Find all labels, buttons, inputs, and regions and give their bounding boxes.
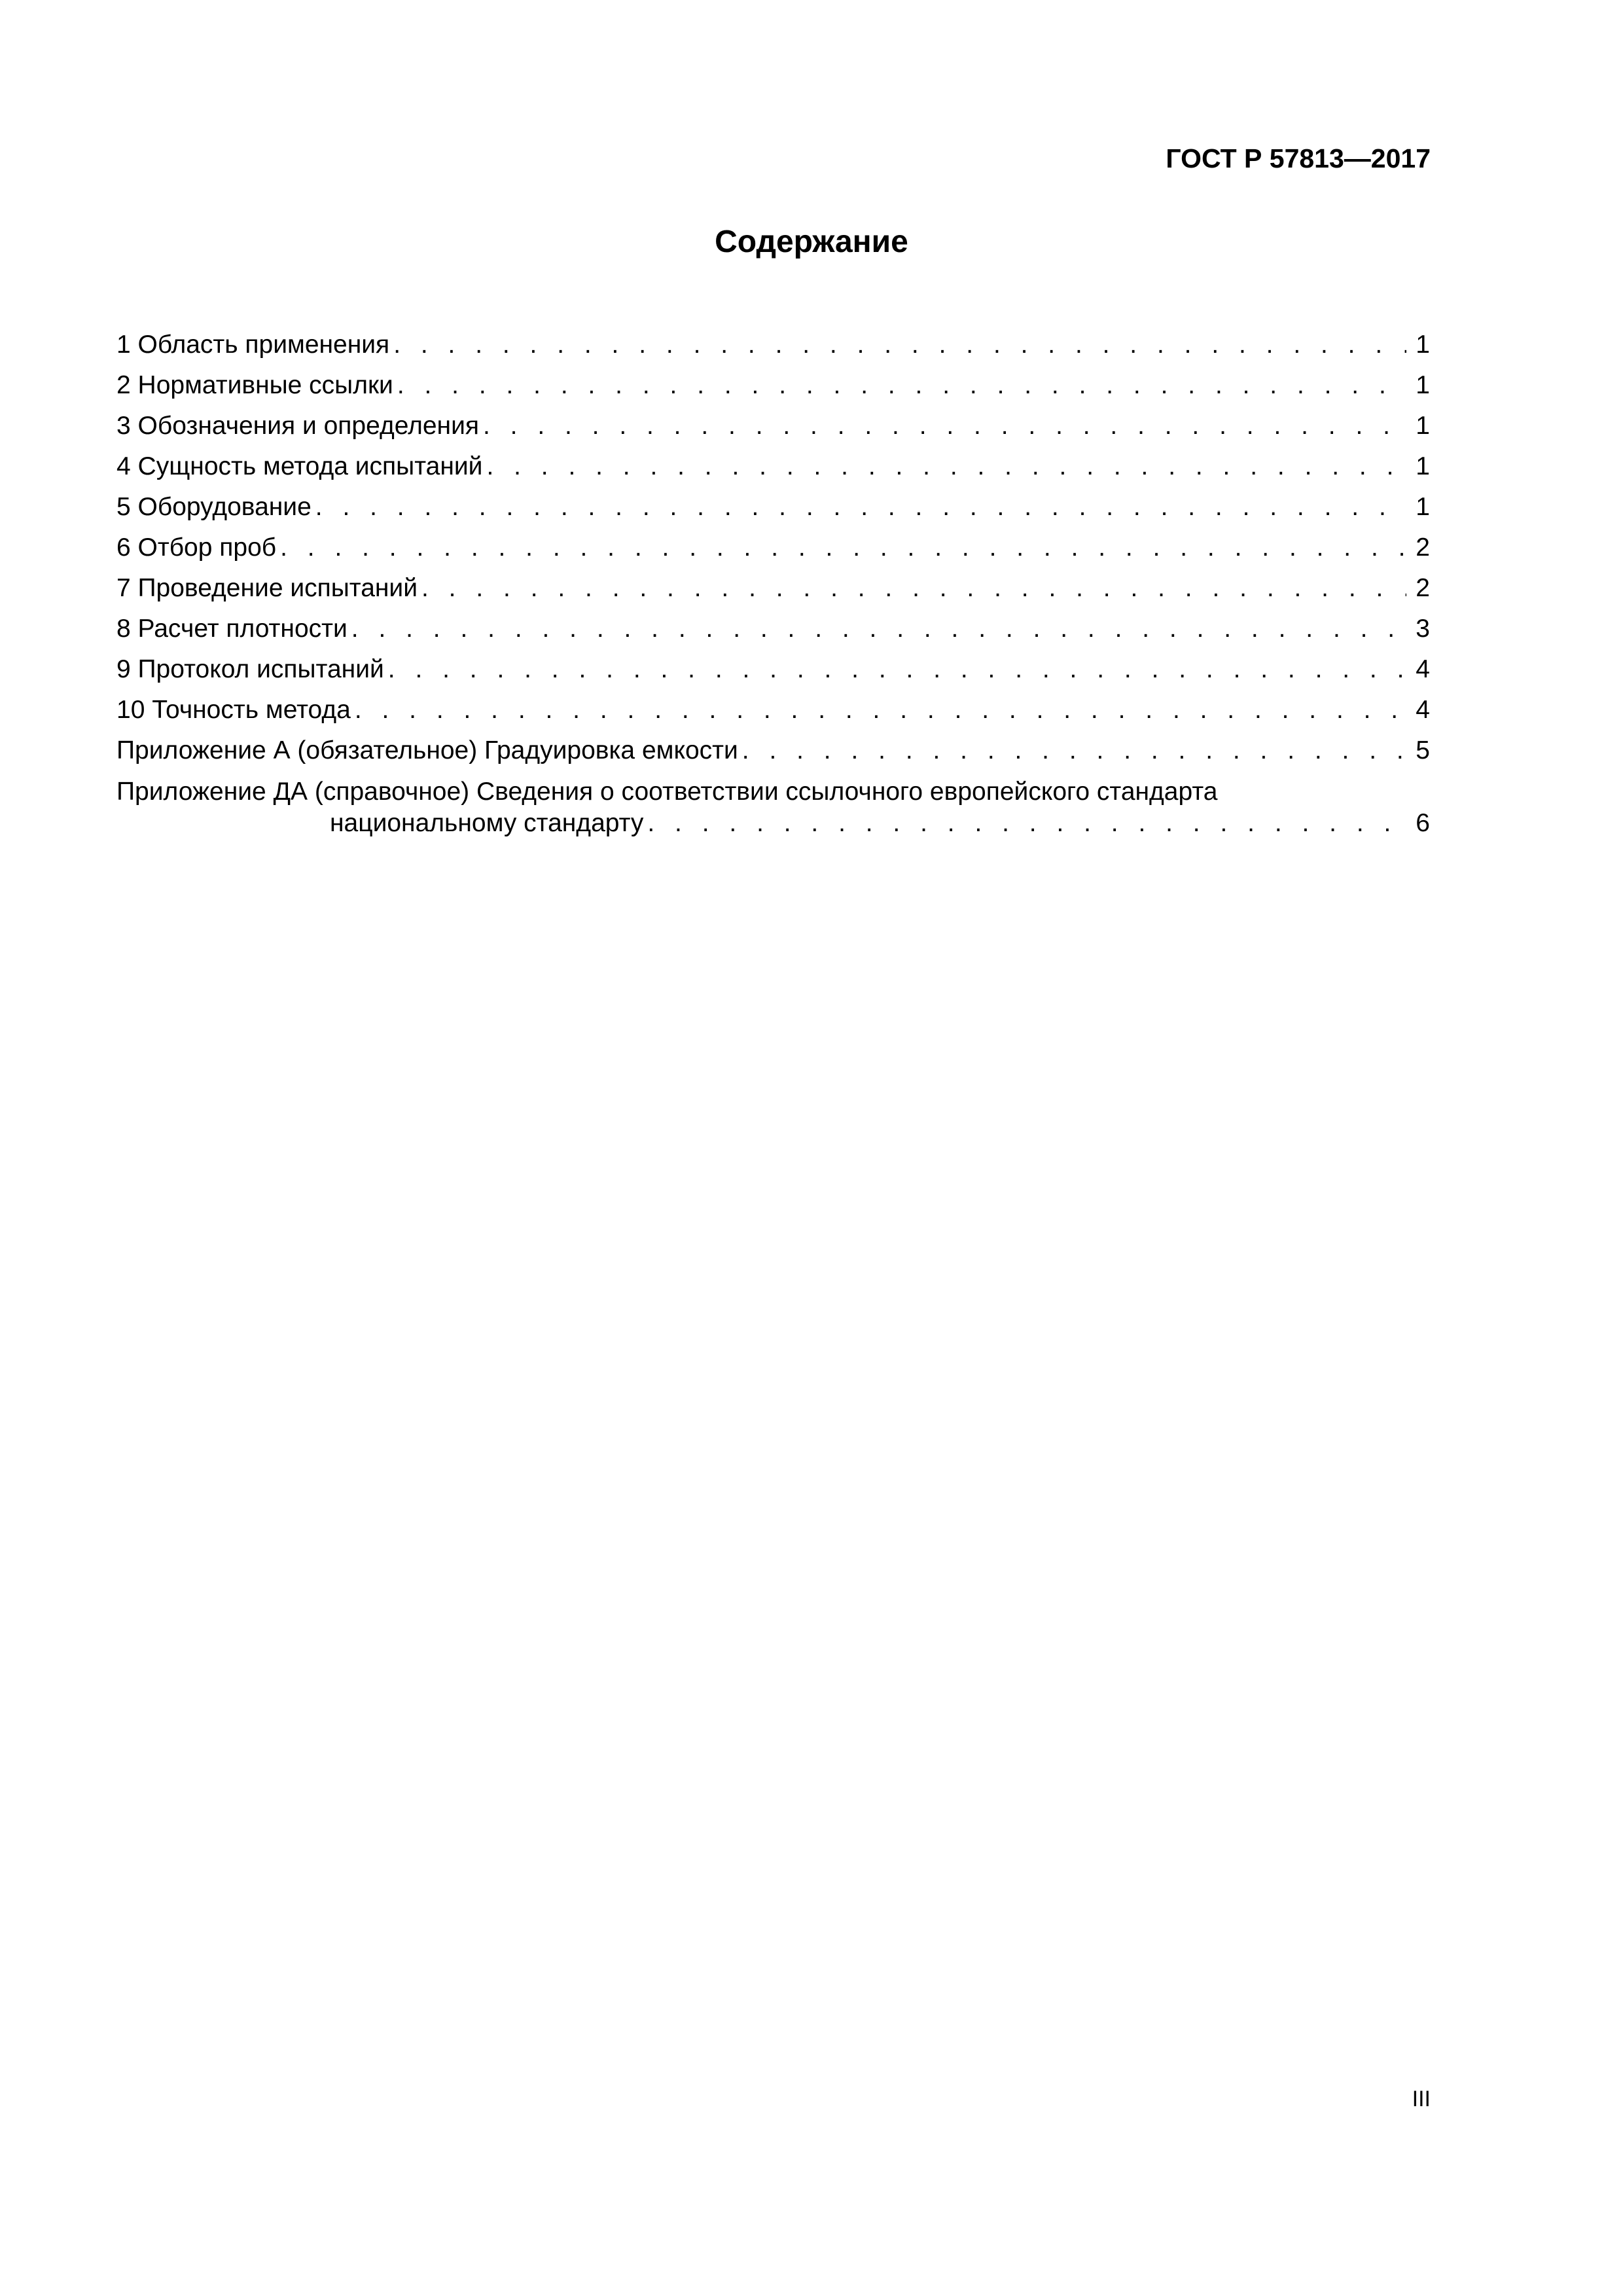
toc-entry-label: 7 Проведение испытаний xyxy=(116,574,418,602)
toc-entry[interactable] xyxy=(116,690,1430,730)
toc-leader-dots xyxy=(388,649,1407,690)
toc-entry[interactable] xyxy=(116,649,1430,690)
toc-entry-label: 1 Область применения xyxy=(116,331,390,359)
toc-entry-page: 5 xyxy=(1416,736,1430,764)
toc-leader-dots xyxy=(393,325,1406,365)
toc-entry-page: 3 xyxy=(1416,615,1430,643)
toc-leader-dots xyxy=(397,365,1406,406)
toc-entry-label: 8 Расчет плотности xyxy=(116,615,348,643)
toc-entry-appendix-da[interactable] xyxy=(116,776,1430,839)
toc-entry-label: 6 Отбор проб xyxy=(116,533,277,562)
toc-entry-label: Приложение ДА (справочное) Сведения о соответствии ссылочного европейского стандарта xyxy=(116,778,1218,806)
document-code: ГОСТ Р 57813—2017 xyxy=(1166,143,1431,173)
toc-entry-page: 6 xyxy=(1416,809,1430,837)
toc-entry-label: 9 Протокол испытаний xyxy=(116,655,384,683)
toc-leader-dots xyxy=(351,609,1407,649)
page-title: Содержание xyxy=(715,224,908,259)
toc-entry[interactable] xyxy=(116,406,1430,446)
toc-entry-page: 1 xyxy=(1416,493,1430,521)
toc-entry[interactable] xyxy=(116,446,1430,487)
toc-entry-label: 2 Нормативные ссылки xyxy=(116,371,393,399)
toc-entry[interactable] xyxy=(116,325,1430,365)
page-number: III xyxy=(1412,2087,1431,2111)
toc-entry[interactable] xyxy=(116,487,1430,528)
toc-leader-dots xyxy=(742,730,1407,771)
toc-entry-page: 2 xyxy=(1416,574,1430,602)
toc-entry-label: 5 Оборудование xyxy=(116,493,312,521)
toc-entry-label-continuation: национальному стандарту xyxy=(330,809,644,837)
toc-entry-page: 1 xyxy=(1416,331,1430,359)
toc-entry[interactable] xyxy=(116,730,1430,771)
toc-entry-page: 1 xyxy=(1416,412,1430,440)
toc-entry-label: Приложение А (обязательное) Градуировка емкости xyxy=(116,736,738,764)
table-of-contents xyxy=(116,325,1430,839)
toc-entry[interactable] xyxy=(116,609,1430,649)
toc-leader-dots xyxy=(647,808,1406,839)
toc-entry-label: 3 Обозначения и определения xyxy=(116,412,479,440)
toc-entry-page: 2 xyxy=(1416,533,1430,562)
toc-leader-dots xyxy=(483,406,1406,446)
toc-leader-dots xyxy=(315,487,1407,528)
toc-entry-label: 4 Сущность метода испытаний xyxy=(116,452,483,480)
toc-entry[interactable] xyxy=(116,365,1430,406)
toc-entry-page: 1 xyxy=(1416,371,1430,399)
toc-entry-page: 4 xyxy=(1416,696,1430,724)
toc-entry[interactable] xyxy=(116,568,1430,609)
toc-entry-label: 10 Точность метода xyxy=(116,696,351,724)
toc-leader-dots xyxy=(355,690,1406,730)
toc-entry-page: 4 xyxy=(1416,655,1430,683)
toc-leader-dots xyxy=(280,528,1406,568)
toc-leader-dots xyxy=(486,446,1406,487)
toc-leader-dots xyxy=(421,568,1406,609)
toc-entry[interactable] xyxy=(116,528,1430,568)
toc-entry-page: 1 xyxy=(1416,452,1430,480)
